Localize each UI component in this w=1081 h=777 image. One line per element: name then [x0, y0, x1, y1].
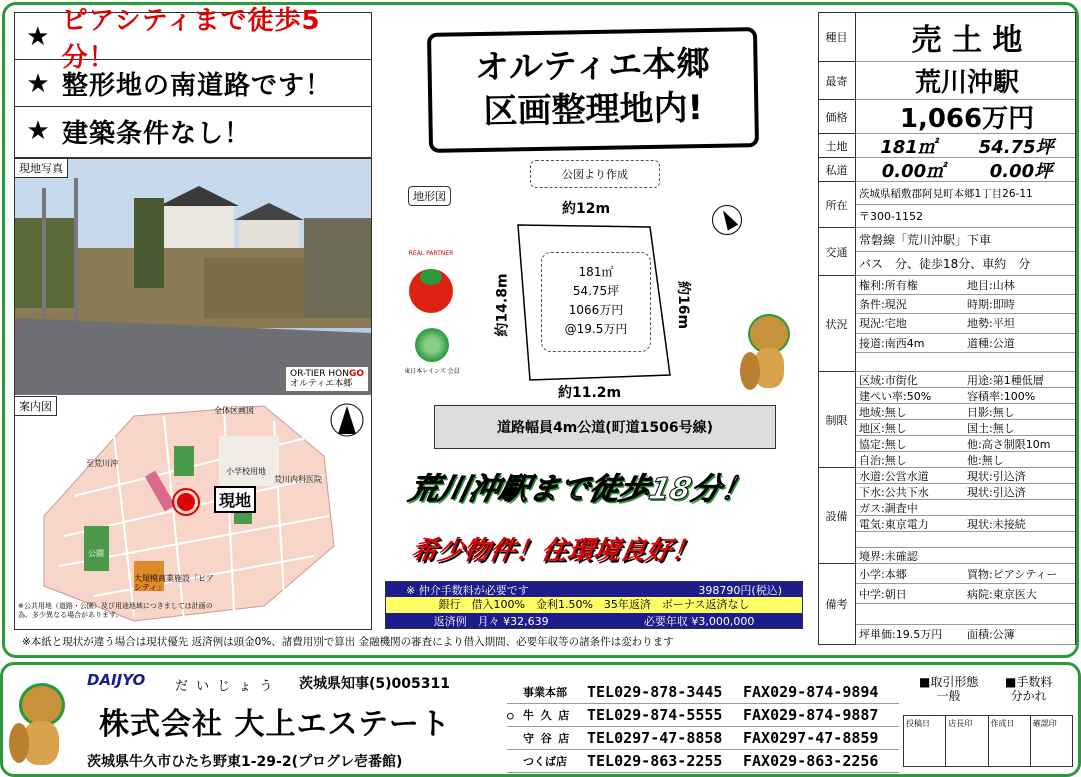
spec-notes-cell: 買物:ピアシティー: [967, 567, 1058, 581]
company-license: 茨城県知事(5)005311: [299, 676, 450, 692]
spec-private-label: 私道: [818, 158, 856, 182]
spec-limit-row: [856, 452, 1075, 468]
star-icon: ★: [26, 68, 50, 99]
private-tsubo: 0.00坪: [989, 160, 1053, 182]
stamp-manager: 店長印: [946, 716, 988, 766]
office-name: 守 谷 店: [523, 732, 570, 745]
spec-equip-cell: 現状:未接続: [967, 517, 1026, 531]
spec-status-row: [856, 334, 1075, 353]
spec-limit-cell: 自治:無し: [859, 453, 907, 467]
spec-zip: 〒300-1152: [856, 205, 1075, 228]
title-line-1: オルティエ本郷: [474, 43, 711, 89]
stamp-box: [903, 715, 1073, 767]
spec-notes-row: [856, 604, 1075, 624]
headline-text: ピアシティまで徒歩5分！: [61, 5, 321, 73]
loan-fee-value: 398790円(税込): [698, 584, 782, 597]
spec-status-cell: 条件:現況: [859, 298, 907, 312]
spec-equip-row: [856, 516, 1075, 532]
real-partner-logo: [402, 250, 460, 310]
plot-road: 道路幅員4m公道(町道1506号線): [434, 405, 776, 449]
plot-right: 約16m: [675, 280, 692, 330]
private-m2: 0.00㎡: [881, 160, 945, 182]
map-label-clinic: 荒川内科医院: [274, 475, 322, 484]
stamp-checked: 確認印: [1032, 719, 1057, 728]
deal-label: ■取引形態: [919, 675, 979, 689]
headline-text: 建築条件なし！: [62, 118, 252, 149]
spec-limit-row: [856, 420, 1075, 436]
spec-notes-cell: 坪単価:19.5万円: [859, 628, 943, 642]
spec-equip-cell: 水道:公営水道: [859, 469, 929, 483]
slogan-rare: 希少物件！住環境良好！: [408, 536, 701, 566]
plot-tag: 地形図: [408, 186, 451, 206]
headline-1: [14, 5, 372, 73]
office-fax: FAX029-874-9887: [743, 706, 879, 724]
company-kana: だ い じ ょ う: [175, 679, 275, 694]
company-footer: [0, 662, 1081, 777]
spec-equip-cell: 境界:未確認: [859, 549, 918, 563]
headline-text: 整形地の南道路です！: [62, 71, 333, 101]
spec-equip-row: [856, 532, 1075, 548]
spec-land: [856, 134, 1075, 158]
loan-example-label: 返済例 月々: [433, 615, 500, 628]
plot-info: [541, 252, 651, 352]
spec-status-row: [856, 314, 1075, 333]
spec-status-cell: 接道:南西4m: [859, 336, 925, 350]
logo-sub: オルティエ本郷: [290, 379, 353, 389]
plot-source: 公図より作成: [530, 160, 660, 188]
plot-area-m2: 181㎡: [578, 265, 614, 279]
company-address: 茨城県牛久市ひたち野東1-29-2(プログレ壱番館): [87, 754, 403, 770]
spec-equip-row: [856, 468, 1075, 484]
spec-equip-row: [856, 484, 1075, 500]
office-name: つくば店: [523, 755, 567, 768]
office-mark: ○: [507, 708, 514, 722]
spec-limit-cell: 容積率:100%: [967, 389, 1036, 403]
spec-limit-cell: 国土:無し: [967, 421, 1015, 435]
loan-terms: 銀行 借入100% 金利1.50% 35年返済 ボーナス返済なし: [386, 597, 802, 613]
spec-notes-row: [856, 625, 1075, 645]
spec-price-label: 価格: [818, 100, 856, 134]
office-fax: FAX0297-47-8859: [743, 729, 879, 747]
loan-example-row: [386, 613, 802, 628]
spec-limit-cell: 区域:市街化: [859, 373, 918, 387]
spec-station: 荒川沖駅: [856, 62, 1075, 100]
spec-limit-row: [856, 388, 1075, 404]
slogan-walk: 荒川沖駅まで徒歩18分！: [405, 472, 755, 507]
squirrel-mascot-icon: [740, 312, 802, 392]
spec-address: 茨城県稲敷郡阿見町本郷1丁目26-11: [856, 182, 1075, 205]
logo-go: GO: [348, 369, 364, 379]
map-label-park: 公園: [88, 549, 104, 558]
spec-equip-cell: 電気:東京電力: [859, 517, 929, 531]
stamp-created: 作成日: [989, 716, 1031, 766]
spec-notes-cell: 面積:公簿: [967, 628, 1015, 642]
spec-equip-cell: 現状:引込済: [967, 485, 1026, 499]
spec-transport-label: 交通: [818, 228, 856, 276]
stamp-posted: 投稿日: [904, 716, 946, 766]
company-name: 株式会社 大上エステート: [99, 707, 451, 742]
spec-equip-row: [856, 500, 1075, 516]
spec-equip-cell: 現状:引込済: [967, 469, 1026, 483]
loan-box: [385, 581, 803, 629]
office-row: [507, 750, 899, 773]
spec-status-cell: 道種:公道: [967, 336, 1015, 350]
spec-limit-cell: 他:無し: [967, 453, 1004, 467]
land-tsubo: 54.75坪: [978, 136, 1054, 158]
loan-fee-row: [386, 582, 802, 597]
logo-main: OR-TIER HON: [290, 369, 349, 379]
spec-notes-cell: 小学:本郷: [859, 567, 907, 581]
office-name: 牛 久 店: [523, 709, 570, 722]
office-row: [507, 681, 899, 704]
loan-monthly: ¥32,639: [503, 615, 549, 628]
spec-limit-row: [856, 436, 1075, 452]
spec-limit-cell: 協定:無し: [859, 437, 907, 451]
star-icon: ★: [26, 116, 50, 146]
map-label-school: 小学校用地: [226, 467, 266, 476]
spec-notes-cell: 中学:朝日: [859, 587, 907, 601]
office-tel: TEL029-874-5555: [587, 706, 723, 724]
spec-limit-cell: 他:高さ制限10m: [967, 437, 1051, 451]
office-row: [507, 727, 899, 750]
plot-top: 約12m: [562, 201, 611, 217]
spec-status-row: [856, 276, 1075, 295]
headline-2: [14, 61, 372, 107]
loan-fee-label: ※ 仲介手数料が必要です: [406, 584, 529, 597]
fee-label: ■手数料: [1005, 675, 1053, 689]
map-note: ※公共用地（道路・公園）及び用途地域につきましては計画の為、多少異なる場合があります。: [18, 602, 213, 619]
spec-private: [856, 158, 1075, 182]
spec-limit-cell: 地域:無し: [859, 405, 907, 419]
title-line-2: 区画整理地内!: [483, 88, 704, 132]
deal-block: [919, 675, 978, 703]
map-tag: 案内図: [14, 396, 57, 416]
spec-status-row: [856, 353, 1075, 372]
spec-notes-label: 備考: [818, 564, 856, 645]
plot-bottom: 約11.2m: [558, 385, 622, 401]
map-label-whole: 全体区画図: [214, 406, 254, 415]
office-fax: FAX029-863-2256: [743, 752, 879, 770]
reins-logo: [402, 328, 462, 396]
spec-equip-row: [856, 548, 1075, 564]
spec-address-label: 所在: [818, 182, 856, 228]
spec-limit-row: [856, 372, 1075, 388]
spec-status-cell: 時期:即時: [967, 298, 1015, 312]
headline-3: [14, 108, 372, 154]
spec-status-row: [856, 295, 1075, 314]
spec-notes-row: [856, 564, 1075, 584]
map-label-site: 現地: [214, 486, 256, 513]
real-partner-text: REAL PARTNER: [408, 250, 454, 257]
fee-block: [1005, 675, 1052, 703]
company-mascot-icon: [9, 677, 75, 767]
spec-limit-cell: 日影:無し: [967, 405, 1015, 419]
loan-annual: ¥3,000,000: [691, 615, 755, 628]
spec-status-cell: 権利:所有権: [859, 279, 918, 293]
spec-type-label: 種目: [818, 12, 856, 62]
disclaimer: ※本紙と現状が違う場合は現状優先 返済例は頭金0%、諸費用別で算出 金融機関の審査により借入期間、必要年収等の諸条件は変わります: [22, 636, 674, 648]
plot-left: 約14.8m: [494, 273, 511, 337]
spec-limit-label: 制限: [818, 372, 856, 468]
office-name: 事業本部: [523, 686, 567, 699]
spec-type: 売 土 地: [856, 12, 1075, 62]
star-icon: ★: [26, 21, 50, 52]
spec-station-label: 最寄: [818, 62, 856, 100]
spec-equip-cell: 下水:公共下水: [859, 485, 929, 499]
spec-notes-row: [856, 584, 1075, 604]
spec-equip-cell: ガス:調査中: [859, 501, 918, 515]
map-label-shop: 大規模商業施設「ピアシティ」: [134, 574, 214, 592]
spec-limit-cell: 用途:第1種低層: [967, 373, 1044, 387]
spec-price: 1,066万円: [856, 100, 1075, 134]
loan-annual-label: 必要年収: [643, 615, 688, 628]
north-arrow-icon: [712, 205, 742, 235]
deal-value: 一般: [936, 689, 961, 703]
spec-limit-cell: 建ぺい率:50%: [859, 389, 932, 403]
spec-status-cell: 地勢:平坦: [967, 317, 1015, 331]
spec-transport-2: バス 分、徒歩18分、車約 分: [856, 252, 1075, 276]
left-panel-border: [14, 158, 372, 630]
map-label-station: 至荒川沖: [86, 459, 118, 468]
spec-land-label: 土地: [818, 134, 856, 158]
spec-notes-cell: 病院:東京医大: [967, 587, 1037, 601]
spec-status-cell: 現況:宅地: [859, 317, 907, 331]
spec-equip-label: 設備: [818, 468, 856, 564]
spec-status-label: 状況: [818, 276, 856, 372]
office-tel: TEL029-863-2255: [587, 752, 723, 770]
office-fax: FAX029-874-9894: [743, 683, 879, 701]
plot-area-tsubo: 54.75坪: [572, 284, 620, 298]
fee-value: 分かれ: [1010, 689, 1047, 703]
spec-transport-1: 常磐線「荒川沖駅」下車: [856, 228, 1075, 252]
office-tel: TEL0297-47-8858: [587, 729, 723, 747]
office-tel: TEL029-878-3445: [587, 683, 723, 701]
title-card: [427, 27, 759, 153]
spec-status-cell: 地目:山林: [967, 279, 1015, 293]
office-list: [507, 681, 899, 773]
photo-tag: 現地写真: [14, 158, 68, 178]
spec-limit-row: [856, 404, 1075, 420]
land-m2: 181㎡: [880, 136, 936, 158]
plot-unit-price: @19.5万円: [564, 322, 628, 336]
reins-text: 東日本レインズ 会員: [404, 368, 460, 375]
company-brand: DAIJYO: [87, 671, 146, 689]
spec-limit-cell: 地区:無し: [859, 421, 907, 435]
plot-price: 1066万円: [568, 303, 624, 317]
office-row: [507, 704, 899, 727]
